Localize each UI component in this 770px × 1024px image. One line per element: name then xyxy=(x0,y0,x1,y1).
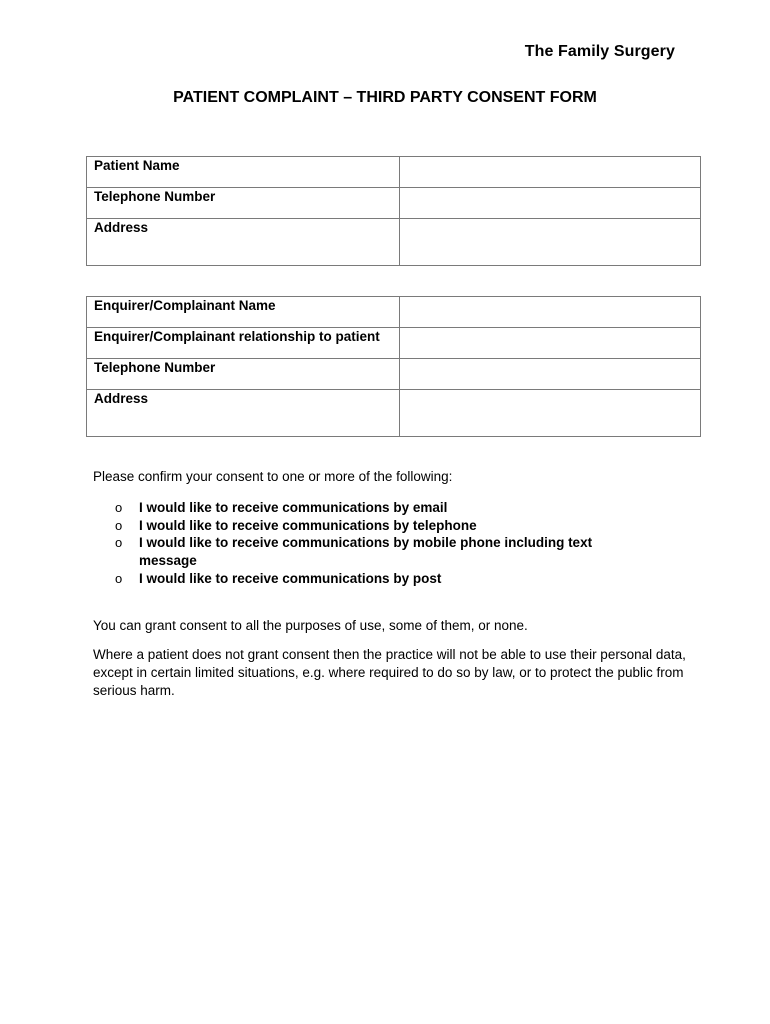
patient-telephone-label: Telephone Number xyxy=(87,188,400,219)
circle-bullet-icon: o xyxy=(115,570,123,586)
circle-bullet-icon: o xyxy=(115,517,123,533)
table-row xyxy=(87,297,701,328)
practice-name: The Family Surgery xyxy=(524,43,675,60)
enquirer-relationship-field[interactable] xyxy=(400,328,701,359)
table-row xyxy=(87,188,701,219)
table-row xyxy=(87,328,701,359)
consent-option-label: I would like to receive communications by email xyxy=(139,500,448,515)
enquirer-details-table xyxy=(86,296,701,437)
patient-name-field[interactable] xyxy=(400,157,701,188)
consent-scope-paragraph: You can grant consent to all the purposes of use, some of them, or none. xyxy=(93,618,528,633)
enquirer-name-field[interactable] xyxy=(400,297,701,328)
consent-option-email[interactable] xyxy=(93,499,653,517)
patient-address-label: Address xyxy=(87,219,400,266)
patient-name-label: Patient Name xyxy=(87,157,400,188)
enquirer-telephone-field[interactable] xyxy=(400,359,701,390)
no-consent-paragraph: Where a patient does not grant consent then the practice will not be able to use their personal data, except in certain limited situations, e.g. where required to do so by law, or to protect the public from serious harm. xyxy=(93,647,686,698)
patient-details-table xyxy=(86,156,701,266)
form-title: PATIENT COMPLAINT – THIRD PARTY CONSENT FORM xyxy=(173,89,597,106)
table-row xyxy=(87,157,701,188)
table-row xyxy=(87,219,701,266)
table-row xyxy=(87,359,701,390)
enquirer-address-field[interactable] xyxy=(400,390,701,437)
consent-option-mobile[interactable] xyxy=(93,534,653,569)
consent-option-label: I would like to receive communications by telephone xyxy=(139,517,477,533)
consent-options-list xyxy=(93,499,653,588)
consent-option-telephone[interactable] xyxy=(93,517,653,535)
table-row xyxy=(87,390,701,437)
enquirer-relationship-label: Enquirer/Complainant relationship to patient xyxy=(87,328,400,359)
circle-bullet-icon: o xyxy=(115,535,123,551)
patient-address-field[interactable] xyxy=(400,219,701,266)
consent-option-label: I would like to receive communications by mobile phone including text message xyxy=(139,535,593,569)
patient-telephone-field[interactable] xyxy=(400,188,701,219)
enquirer-address-label: Address xyxy=(87,390,400,437)
enquirer-name-label: Enquirer/Complainant Name xyxy=(87,297,400,328)
enquirer-telephone-label: Telephone Number xyxy=(87,359,400,390)
consent-option-post[interactable] xyxy=(93,570,653,588)
circle-bullet-icon: o xyxy=(115,500,123,515)
consent-intro: Please confirm your consent to one or more of the following: xyxy=(93,469,453,484)
consent-option-label: I would like to receive communications by post xyxy=(139,570,442,586)
